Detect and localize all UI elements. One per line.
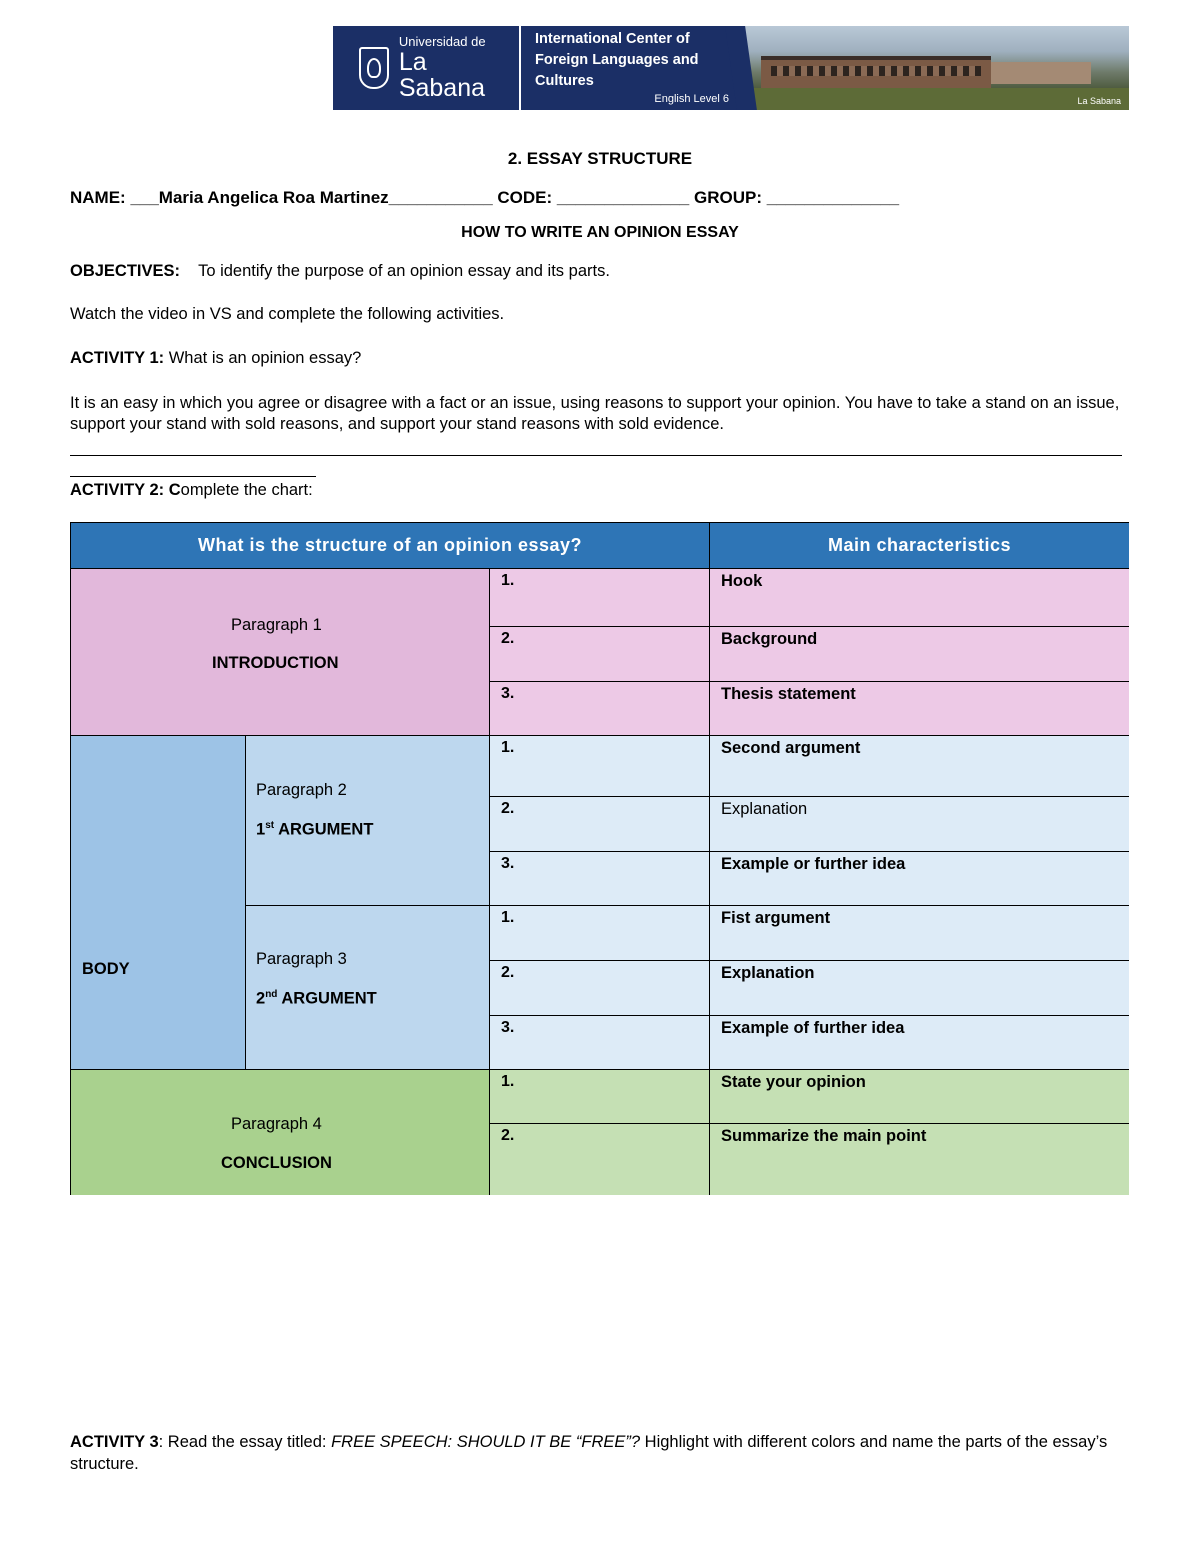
table-row-characteristic: State your opinion [710, 1070, 1129, 1124]
answer-line [70, 455, 1122, 456]
table-row-characteristic: Thesis statement [710, 682, 1129, 736]
objectives-text: To identify the purpose of an opinion essay and its parts. [180, 262, 610, 280]
table-row-num: 1. [490, 569, 710, 627]
body-label: BODY [82, 960, 130, 978]
activity-2-label: ACTIVITY 2: C [70, 481, 181, 499]
table-header-structure: What is the structure of an opinion essay? [71, 523, 710, 569]
university-name: La Sabana [398, 48, 486, 102]
table-row-num: 3. [490, 852, 710, 906]
crest-icon [359, 47, 389, 89]
table-row-characteristic: Fist argument [710, 906, 1129, 961]
activity-3-text: : Read the essay titled: [158, 1433, 332, 1451]
campus-photo [741, 26, 1129, 110]
activity-3-text-2: Highlight with different colors and name the parts of the essay’s structure. [70, 1433, 1108, 1473]
introduction-label: INTRODUCTION [212, 654, 339, 672]
table-row-characteristic: Hook [710, 569, 1129, 627]
table-row-num: 2. [490, 1124, 710, 1195]
center-line-2: Foreign Languages and [535, 52, 699, 68]
paragraph-2-label: Paragraph 2 [256, 781, 347, 799]
activity-1-question [70, 349, 361, 368]
table-row-num: 2. [490, 797, 710, 852]
activity-1-answer: It is an easy in which you agree or disagree with a fact or an issue, using reasons to support your opinion. You have to take a stand on an issue, support your stand with sold reasons, and support your stand reasons with sold evidence. [70, 394, 1120, 433]
table-row-characteristic: Summarize the main point [710, 1124, 1129, 1195]
answer-line-short [70, 476, 316, 477]
document-title: 2. ESSAY STRUCTURE [507, 149, 693, 168]
table-row-num: 3. [490, 1016, 710, 1070]
table-row-characteristic: Explanation [710, 797, 1129, 852]
table-row-characteristic: Second argument [710, 736, 1129, 797]
photo-caption: La Sabana [1077, 96, 1121, 106]
table-row-characteristic: Example of further idea [710, 1016, 1129, 1070]
conclusion-cell [71, 1070, 490, 1195]
activity-2-text: omplete the chart: [180, 481, 313, 499]
level-label: English Level 6 [654, 93, 729, 105]
table-row-num: 1. [490, 736, 710, 797]
header-banner [333, 26, 1129, 110]
name-row: NAME: ___Maria Angelica Roa Martinez___________ CODE: ______________ GROUP: ______________ [70, 188, 900, 207]
table-row-characteristic: Example or further idea [710, 852, 1129, 906]
table-row-num: 1. [490, 906, 710, 961]
table-row-num: 3. [490, 682, 710, 736]
activity-3-label: ACTIVITY 3 [70, 1433, 159, 1451]
activity-2-question [70, 481, 313, 500]
objectives-label: OBJECTIVES: [70, 262, 181, 280]
paragraph-3-label: Paragraph 3 [256, 950, 347, 968]
instructions: Watch the video in VS and complete the following activities. [70, 305, 505, 323]
introduction-cell [71, 569, 490, 736]
activity-1-label: ACTIVITY 1: [70, 349, 165, 367]
first-argument-label: 1st ARGUMENT [256, 820, 374, 839]
body-cell [71, 736, 246, 1070]
document-subtitle: HOW TO WRITE AN OPINION ESSAY [461, 224, 739, 241]
table-row-num: 2. [490, 627, 710, 682]
university-logo [333, 26, 519, 110]
center-name-block [519, 26, 741, 110]
table-row-characteristic: Explanation [710, 961, 1129, 1016]
paragraph-3-cell [246, 906, 490, 1070]
essay-title: FREE SPEECH: SHOULD IT BE “FREE”? [331, 1433, 641, 1451]
essay-structure-table [70, 522, 1129, 1195]
table-row-num: 2. [490, 961, 710, 1016]
activity-3-instructions [70, 1431, 1130, 1475]
table-header-characteristics: Main characteristics [710, 523, 1129, 569]
objectives [70, 262, 610, 281]
activity-1-text: What is an opinion essay? [164, 349, 362, 367]
center-line-1: International Center of [535, 31, 690, 47]
university-small-text: Universidad de [398, 34, 486, 49]
table-row-characteristic: Background [710, 627, 1129, 682]
paragraph-2-cell [246, 736, 490, 906]
table-row-num: 1. [490, 1070, 710, 1124]
paragraph-1-label: Paragraph 1 [231, 616, 322, 634]
center-line-3: Cultures [535, 73, 594, 89]
paragraph-4-label: Paragraph 4 [231, 1115, 322, 1133]
second-argument-label: 2nd ARGUMENT [256, 989, 377, 1008]
conclusion-label: CONCLUSION [221, 1154, 332, 1172]
